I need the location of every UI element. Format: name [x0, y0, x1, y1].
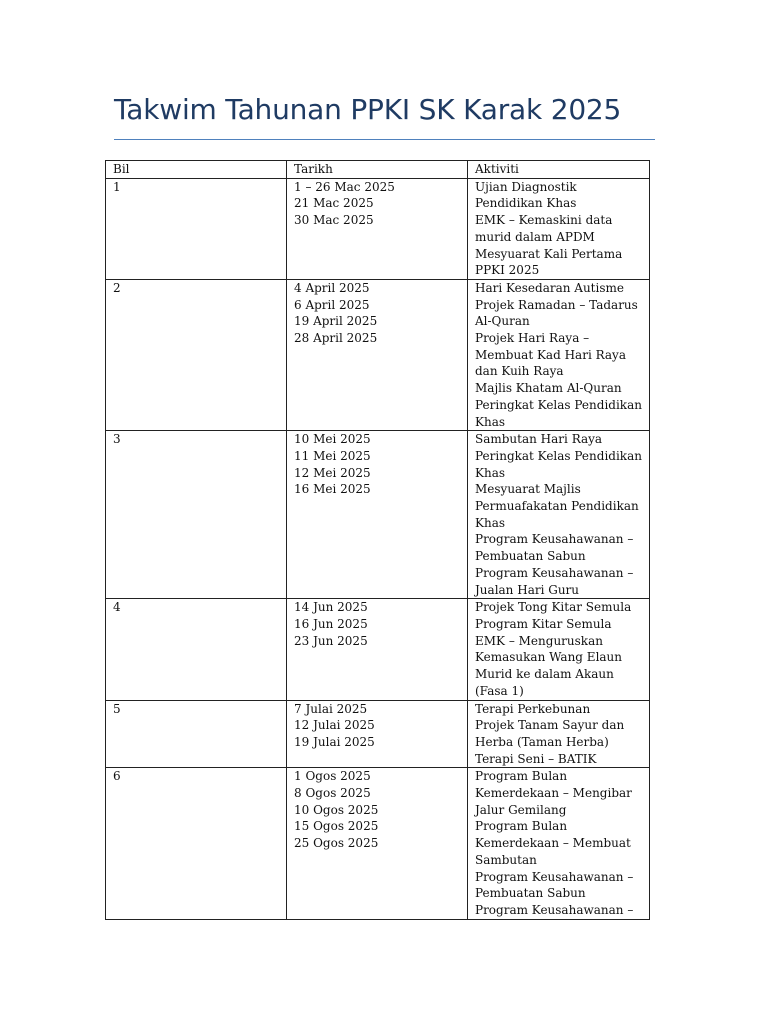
row-bil: 6: [106, 768, 287, 919]
activity-item: Projek Tanam Sayur dan Herba (Taman Herba): [475, 718, 625, 749]
activity-item: EMK – Kemaskini data murid dalam APDM: [475, 213, 613, 244]
row-dates: [287, 178, 468, 279]
title-underline: [114, 139, 655, 140]
row-bil: 1: [106, 178, 287, 279]
activity-item: Terapi Perkebunan: [475, 701, 591, 716]
activity-item: Terapi Seni – BATIK: [475, 751, 597, 766]
date-item: 10 Mei 2025: [294, 432, 371, 447]
activity-item: Projek Hari Raya – Membuat Kad Hari Raya dan Kuih Raya: [475, 331, 626, 379]
table-row: [106, 700, 650, 768]
header-aktiviti: Aktiviti: [468, 161, 650, 179]
date-item: 23 Jun 2025: [294, 633, 368, 648]
date-item: 19 Julai 2025: [294, 734, 375, 749]
row-activities: [468, 768, 650, 919]
table-row: [106, 178, 650, 279]
row-bil: 4: [106, 599, 287, 700]
date-item: 25 Ogos 2025: [294, 836, 379, 851]
activity-item: Projek Tong Kitar Semula: [475, 600, 632, 615]
row-activities: [468, 178, 650, 279]
activity-item: Peringkat Kelas Pendidikan Khas: [475, 448, 642, 480]
row-dates: [287, 599, 468, 700]
date-item: 15 Ogos 2025: [294, 819, 379, 834]
activity-item: Program Keusahawanan – Pembuatan Sabun: [475, 869, 634, 901]
activity-item: Ujian Diagnostik Pendidikan Khas: [475, 179, 577, 211]
activity-item: Program Bulan Kemerdekaan – Membuat Sambutan: [475, 819, 631, 867]
row-activities: [468, 599, 650, 700]
date-item: 28 April 2025: [294, 331, 378, 346]
document-title: Takwim Tahunan PPKI SK Karak 2025: [114, 93, 622, 126]
row-dates: [287, 768, 468, 919]
header-bil: Bil: [106, 161, 287, 179]
row-activities: [468, 279, 650, 430]
row-bil: 3: [106, 431, 287, 599]
date-item: 7 Julai 2025: [294, 701, 368, 716]
row-bil: 5: [106, 700, 287, 768]
date-item: 1 Ogos 2025: [294, 769, 371, 784]
activity-item: Mesyuarat Majlis Permuafakatan Pendidikan Khas: [475, 482, 639, 530]
activity-item: Program Keusahawanan –: [475, 902, 634, 917]
date-item: 6 April 2025: [294, 297, 370, 312]
date-item: 4 April 2025: [294, 280, 370, 295]
activity-item: Projek Ramadan – Tadarus Al-Quran: [475, 297, 638, 329]
activity-item: Hari Kesedaran Autisme: [475, 280, 624, 295]
activity-item: EMK – Menguruskan Kemasukan Wang Elaun Murid ke dalam Akaun (Fasa 1): [475, 633, 623, 698]
activity-item: Program Bulan Kemerdekaan – Mengibar Jalur Gemilang: [475, 769, 632, 817]
date-item: 21 Mac 2025: [294, 196, 374, 211]
activity-item: Program Keusahawanan – Pembuatan Sabun: [475, 532, 634, 564]
activity-item: Sambutan Hari Raya: [475, 432, 603, 447]
date-item: 1 – 26 Mac 2025: [294, 179, 395, 194]
table-header-row: [106, 161, 650, 179]
row-bil: 2: [106, 279, 287, 430]
date-item: 16 Mei 2025: [294, 482, 371, 497]
table-row: [106, 768, 650, 919]
row-dates: [287, 431, 468, 599]
date-item: 12 Mei 2025: [294, 465, 371, 480]
date-item: 19 April 2025: [294, 314, 378, 329]
date-item: 30 Mac 2025: [294, 213, 374, 228]
activity-item: Peringkat Kelas Pendidikan Khas: [475, 397, 642, 429]
row-activities: [468, 431, 650, 599]
activity-item: Mesyuarat Kali Pertama PPKI 2025: [475, 246, 623, 278]
date-item: 8 Ogos 2025: [294, 786, 371, 801]
date-item: 14 Jun 2025: [294, 600, 368, 615]
header-tarikh: Tarikh: [287, 161, 468, 179]
date-item: 16 Jun 2025: [294, 616, 368, 631]
row-dates: [287, 279, 468, 430]
row-activities: [468, 700, 650, 768]
table-row: [106, 599, 650, 700]
table-row: [106, 279, 650, 430]
date-item: 12 Julai 2025: [294, 718, 375, 733]
activity-item: Program Keusahawanan – Jualan Hari Guru: [475, 565, 634, 597]
date-item: 11 Mei 2025: [294, 448, 371, 463]
activity-item: Majlis Khatam Al-Quran: [475, 381, 622, 396]
calendar-table: [105, 160, 650, 920]
date-item: 10 Ogos 2025: [294, 802, 379, 817]
row-dates: [287, 700, 468, 768]
activity-item: Program Kitar Semula: [475, 616, 612, 631]
table-row: [106, 431, 650, 599]
